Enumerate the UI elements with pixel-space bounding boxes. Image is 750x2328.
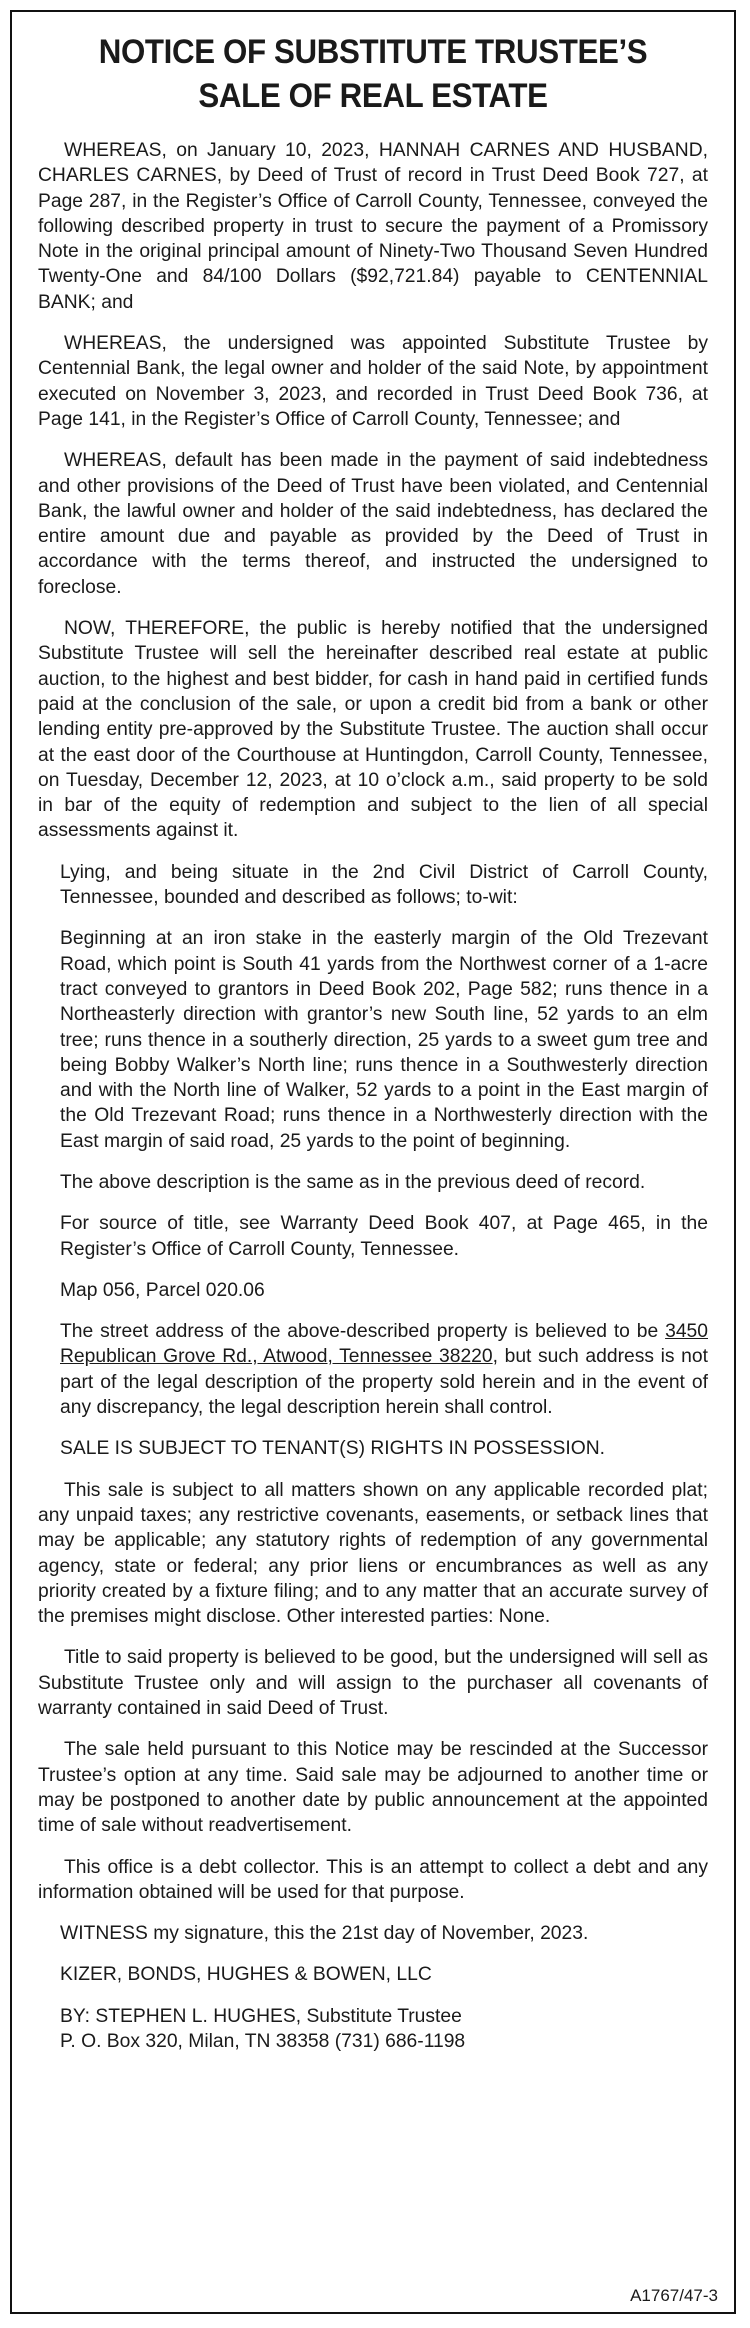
ad-reference-code: A1767/47-3: [630, 2286, 718, 2305]
whereas-deed-of-trust: WHEREAS, on January 10, 2023, HANNAH CARNES AND HUSBAND, CHARLES CARNES, by Deed of Trust of record in Trust Deed Book 727, at Page 287, in the Register’s Office of Carroll County, Tennessee, conveyed the following described property in trust to secure the payment of a Promissory Note in the original principal amount of Ninety-Two Thousand Seven Hundred Twenty-One and 84/100 Dollars ($92,721.84) payable to CENTENNIAL BANK; and: [38, 140, 708, 313]
debt-collector: This office is a debt collector. This is an attempt to collect a debt and any information obtained will be used for that purpose.: [38, 1856, 708, 1903]
title-line-1: NOTICE OF SUBSTITUTE TRUSTEE’S: [98, 33, 648, 71]
street-address: 3450 Republican Grove Rd., Atwood, Tennessee 38220: [60, 1321, 708, 1368]
street-address-disclaimer: , but such address is not part of the legal description of the property sold herein and in the event of any discrepancy, the legal description herein shall control.: [60, 1346, 708, 1419]
street-address-intro: The street address of the above-described property is believed to be: [60, 1321, 666, 1343]
whereas-substitute-trustee: WHEREAS, the undersigned was appointed Substitute Trustee by Centennial Bank, the legal owner and holder of the said Note, by appointment executed on November 3, 2023, and recorded in Trust Deed Book 736, at Page 141, in the Register’s Office of Carroll County, Tennessee; and: [38, 333, 708, 430]
sale-subject-to: This sale is subject to all matters shown on any applicable recorded plat; any unpaid taxes; any restrictive covenants, easements, or setback lines that may be applicable; any statutory rights of redemption of any governmental agency, state or federal; any prior liens or encumbrances as well as any priority created by a fixture filing; and to any matter that an accurate survey of the premises might disclose. Other interested parties: None.: [38, 1479, 708, 1628]
law-firm: KIZER, BONDS, HUGHES & BOWEN, LLC: [60, 1964, 432, 1986]
notice-title: [65, 30, 681, 118]
whereas-default: WHEREAS, default has been made in the payment of said indebtedness and other provisions of the Deed of Trust have been violated, and Centennial Bank, the lawful owner and holder of the said indebtedness, has declared the entire amount due and payable as provided by the Deed of Trust in accordance with the terms thereof, and instructed the undersigned to foreclose.: [38, 450, 708, 598]
source-of-title: For source of title, see Warranty Deed Book 407, at Page 465, in the Register’s Office of Carroll County, Tennessee.: [60, 1213, 708, 1260]
signature-by-line: BY: STEPHEN L. HUGHES, Substitute Trustee: [60, 2005, 462, 2027]
firm-address: P. O. Box 320, Milan, TN 38358 (731) 686-1198: [60, 2031, 466, 2052]
legal-description: Beginning at an iron stake in the easterly margin of the Old Trezevant Road, which point is South 41 yards from the Northwest corner of a 1-acre tract conveyed to grantors in Deed Book 202, Page 582; runs thence in a Northeasterly direction with grantor’s new South line, 52 yards to an elm tree; runs thence in a southerly direction, 25 yards to a sweet gum tree and being Bobby Walker’s North line; runs thence in a Southwesterly direction and with the North line of Walker, 52 yards to a point in the East margin of the Old Trezevant Road; runs thence in a Northwesterly direction with the East margin of said road, 25 yards to the point of beginning.: [60, 928, 708, 1152]
title-warranty: Title to said property is believed to be good, but the undersigned will sell as Substitute Trustee only and will assign to the purchaser all covenants of warranty contained in said Deed of Trust.: [38, 1647, 708, 1720]
previous-deed-note: The above description is the same as in the previous deed of record.: [60, 1171, 646, 1193]
map-parcel: Map 056, Parcel 020.06: [60, 1279, 265, 1301]
legal-notice: [10, 10, 736, 2314]
witness-line: WITNESS my signature, this the 21st day of November, 2023.: [60, 1923, 589, 1945]
street-address-paragraph: [38, 1319, 708, 1420]
rescind-adjourn: The sale held pursuant to this Notice may be rescinded at the Successor Trustee’s option at any time. Said sale may be adjourned to another time or may be postponed to another date by public announcement at the appointed time of sale without readvertisement.: [38, 1739, 708, 1837]
tenant-rights: SALE IS SUBJECT TO TENANT(S) RIGHTS IN POSSESSION.: [60, 1438, 605, 1460]
property-location: Lying, and being situate in the 2nd Civil District of Carroll County, Tennessee, bounded and described as follows; to-wit:: [60, 861, 708, 909]
now-therefore: NOW, THEREFORE, the public is hereby notified that the undersigned Substitute Trustee will sell the hereinafter described real estate at public auction, to the highest and best bidder, for cash in hand paid in certified funds paid at the conclusion of the sale, or upon a credit bid from a bank or other lending entity pre-approved by the Substitute Trustee. The auction shall occur at the east door of the Courthouse at Huntingdon, Carroll County, Tennessee, on Tuesday, December 12, 2023, at 10 o’clock a.m., said property to be sold in bar of the equity of redemption and subject to the lien of all special assessments against it.: [38, 618, 708, 842]
title-line-2: SALE OF REAL ESTATE: [198, 77, 548, 115]
